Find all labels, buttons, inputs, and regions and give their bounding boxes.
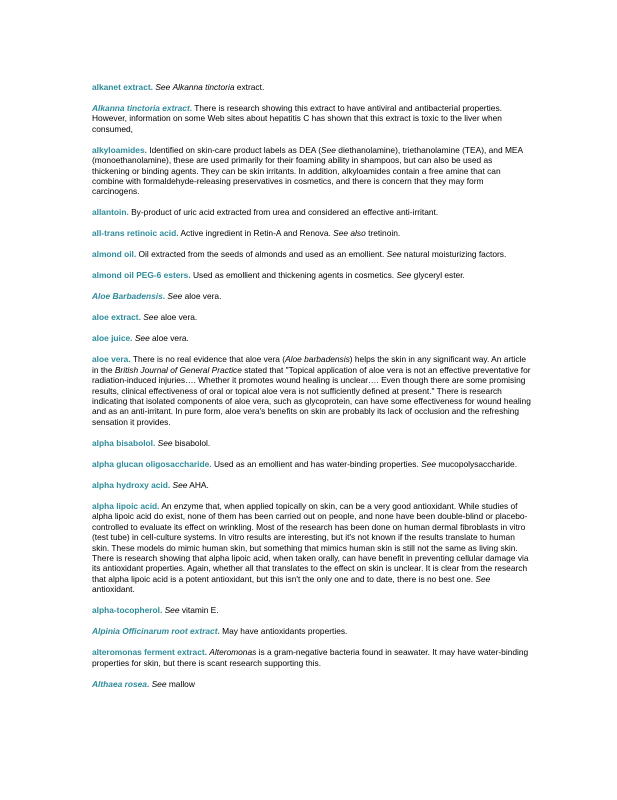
glossary-entry: alpha lipoic acid. An enzyme that, when applied topically on skin, can be a very good antioxidant. While studies of alpha lipoic acid do exist, none of them has been carried out on people, and none have been double-blind or placebo-controlled to evaluate its effect on wrinkling. Most of the research has been done on human dermal fibroblasts in vitro (test tube) in cell-culture systems. In vitro results are interesting, but it's not known if the results translate to human skin. These models do mimic human skin, but something that mimics human skin is still not the same as living skin. There is research showing that alpha lipoic acid, when taken orally, can have benefit in preventing cellular damage via its antioxidant properties. Again, whether all that translates to the effect on skin is unclear. It is clear from the research that alpha lipoic acid is a potent antioxidant, but this isn't the only one and to date, there is no best one. See antioxidant.: [92, 500, 529, 595]
entry-term: aloe extract: [92, 312, 139, 323]
entry-term: alpha hydroxy acid: [92, 479, 168, 490]
glossary-entry: Alkanna tinctoria extract. There is research showing this extract to have antiviral and antibacterial properties. However, information on some Web sites about hepatitis C has shown that this extract is toxic to the liver when consumed,: [92, 103, 502, 134]
glossary-entry: aloe extract. See aloe vera.: [92, 312, 198, 323]
entry-text: natural moisturizing factors.: [401, 249, 507, 260]
entry-italic-text: Alkanna tinctoria: [172, 82, 235, 92]
entry-term: Althaea rosea: [92, 678, 147, 689]
entry-term: almond oil: [92, 249, 134, 260]
entry-text: By-product of uric acid extracted from urea and considered an effective anti-irritant.: [128, 207, 439, 218]
glossary-entry: alpha glucan oligosaccharide. Used as an emollient and has water-binding properties. See mucopolysaccharide.: [92, 458, 518, 469]
entry-italic-text: See: [386, 249, 402, 260]
entry-text: tretinoin.: [365, 228, 401, 239]
entry-italic-text: Aloe barbadensis: [285, 354, 350, 365]
glossary-entry: alpha bisabolol. See bisabolol.: [92, 437, 211, 448]
entry-italic-text: See: [321, 144, 336, 155]
entry-term: Alpinia Officinarum root extract: [92, 626, 218, 637]
entry-text: aloe vera.: [182, 291, 222, 302]
entry-italic-text: See: [396, 270, 412, 281]
entry-term: alkyloamides: [92, 144, 145, 155]
entry-text: An enzyme that, when applied topically on skin, can be a very good antioxidant. While studies of alpha lipoic acid do exist, none of them has been carried out on people, and none have been double-blind or placebo-controlled to evaluate its effect on wrinkling. Most of the research has been done on human dermal fibroblasts in vitro (test tube) in cell-culture systems. In vitro results are interesting, but it's not known if the results translate to human skin. These models do mimic human skin, but something that mimics human skin is still not the same as living skin. There is research showing that alpha lipoic acid, when taken orally, can have benefit in preventing cellular damage via its antioxidant properties. Again, whether all that translates to the effect on skin is unclear. It is clear from the research that alpha lipoic acid is a potent antioxidant, but this isn't the only one and to date, there is no best one.: [92, 500, 529, 584]
entry-italic-text: Alteromonas: [209, 647, 257, 658]
entry-text: antioxidant.: [92, 584, 135, 595]
entry-text: There is no real evidence that aloe vera (: [130, 354, 286, 365]
entry-text: vitamin E.: [179, 605, 219, 616]
entry-italic-text: See: [172, 479, 188, 490]
glossary-entry: all-trans retinoic acid. Active ingredient in Retin-A and Renova. See also tretinoin.: [92, 228, 401, 239]
entry-italic-text: See: [164, 605, 180, 616]
entry-term: Alkanna tinctoria extract: [92, 103, 190, 113]
entry-italic-text: See: [151, 678, 167, 689]
glossary-entry: Althaea rosea. See mallow: [92, 678, 195, 689]
entry-term: all-trans retinoic acid: [92, 228, 177, 239]
entry-text: ) helps the skin in any significant way. An article in the: [92, 354, 527, 375]
glossary-entry: almond oil. Oil extracted from the seeds of almonds and used as an emollient. See natural moisturizing factors.: [92, 249, 507, 260]
entry-italic-text: British Journal of General Practice: [114, 364, 242, 375]
entry-text: mallow: [166, 678, 195, 689]
entry-text: mucopolysaccharide.: [436, 458, 518, 469]
entry-italic-text: See: [167, 291, 183, 302]
glossary-entry: aloe juice. See aloe vera.: [92, 333, 189, 344]
entry-italic-text: See: [134, 333, 150, 344]
entry-term: Aloe Barbadensis: [92, 291, 163, 302]
entry-italic-text: See also: [333, 228, 366, 239]
entry-italic-text: See: [421, 458, 437, 469]
entry-text: aloe vera.: [149, 333, 189, 344]
entry-italic-text: See: [157, 437, 173, 448]
entry-term: aloe vera: [92, 354, 129, 365]
entry-text: extract.: [234, 82, 265, 92]
entry-term: alpha-tocopherol: [92, 605, 160, 616]
entry-text: Used as emollient and thickening agents in cosmetics.: [190, 270, 397, 281]
entry-text: There is research showing this extract to have antiviral and antibacterial properties. However, information on some Web sites about hepatitis C has shown that this extract is toxic to the liver when consumed,: [92, 103, 502, 134]
glossary-entry: alteromonas ferment extract. Alteromonas is a gram-negative bacteria found in seawater. It may have water-binding properties for skin, but there is scant research supporting this.: [92, 647, 529, 668]
entry-term: alpha bisabolol: [92, 437, 153, 448]
entry-term: alpha lipoic acid: [92, 500, 158, 511]
entry-italic-text: See: [475, 573, 491, 584]
entry-list: [92, 82, 531, 689]
entry-term: alteromonas ferment extract: [92, 647, 205, 658]
entry-text: glyceryl ester.: [411, 270, 465, 281]
glossary-entry: Alpinia Officinarum root extract. May have antioxidants properties.: [92, 626, 348, 637]
entry-term: allantoin: [92, 207, 127, 218]
entry-text: Active ingredient in Retin-A and Renova.: [178, 228, 334, 239]
entry-text: Oil extracted from the seeds of almonds and used as an emollient.: [136, 249, 387, 260]
entry-italic-text: See: [143, 312, 159, 323]
glossary-entry: almond oil PEG-6 esters. Used as emollient and thickening agents in cosmetics. See glyceryl ester.: [92, 270, 465, 281]
entry-text: AHA.: [187, 479, 209, 490]
glossary-entry: Aloe Barbadensis. See aloe vera.: [92, 291, 222, 302]
glossary-entry: alkanet extract. See Alkanna tinctoria extract.: [92, 82, 265, 92]
entry-text: Used as an emollient and has water-binding properties.: [211, 458, 422, 469]
entry-text: diethanolamine), triethanolamine (TEA), and MEA (monoethanolamine), these are used primarily for their foaming ability in shampoos, but can also be used as thickening or binding agents. They can be skin irritants. In addition, alkyloamides contain a free amine that can combine with formaldehyde-releasing preservatives in cosmetics, and there is concern that they may form carcinogens.: [92, 144, 523, 197]
entry-text: stated that "Topical application of aloe vera is not an effective preventative for radiation-induced injuries…. Whether it promotes wound healing is unclear…. Even though there are some promising results, clinical effectiveness of oral or topical aloe vera is not sufficiently defined at present." There is research indicating that isolated components of aloe vera, such as glycoprotein, can have some effectiveness for wound healing and as an anti-irritant. In pure form, aloe vera's benefits on skin are probably its lack of occlusion and the refreshing sensation it provides.: [92, 364, 531, 427]
entry-text: aloe vera.: [158, 312, 198, 323]
entry-text: bisabolol.: [172, 437, 211, 448]
entry-term: alpha glucan oligosaccharide: [92, 458, 210, 469]
entry-text: Identified on skin-care product labels as DEA (: [146, 144, 322, 155]
glossary-entry: alpha-tocopherol. See vitamin E.: [92, 605, 219, 616]
glossary-entry: aloe vera. There is no real evidence that aloe vera (Aloe barbadensis) helps the skin in any significant way. An article in the British Journal of General Practice stated that "Topical application of aloe vera is not an effective preventative for radiation-induced injuries…. Whether it promotes wound healing is unclear…. Even though there are some promising results, clinical effectiveness of oral or topical aloe vera is not sufficiently defined at present." There is research indicating that isolated components of aloe vera, such as glycoprotein, can have some effectiveness for wound healing and as an anti-irritant. In pure form, aloe vera's benefits on skin are probably its lack of occlusion and the refreshing sensation it provides.: [92, 354, 531, 427]
glossary-entry: allantoin. By-product of uric acid extracted from urea and considered an effective anti-irritant.: [92, 207, 439, 218]
entry-text: May have antioxidants properties.: [219, 626, 348, 637]
entry-term: aloe juice: [92, 333, 131, 344]
glossary-entry: alpha hydroxy acid. See AHA.: [92, 479, 209, 490]
entry-text: is a gram-negative bacteria found in seawater. It may have water-binding properties for skin, but there is scant research supporting this.: [92, 647, 529, 668]
glossary-entry: alkyloamides. Identified on skin-care product labels as DEA (See diethanolamine), triethanolamine (TEA), and MEA (monoethanolamine), these are used primarily for their foaming ability in shampoos, but can also be used as thickening or binding agents. They can be skin irritants. In addition, alkyloamides contain a free amine that can combine with formaldehyde-releasing preservatives in cosmetics, and there is concern that they may form carcinogens.: [92, 144, 523, 197]
entry-term: alkanet extract: [92, 82, 151, 92]
entry-term: almond oil PEG-6 esters: [92, 270, 189, 281]
entry-italic-text: See: [155, 82, 171, 92]
